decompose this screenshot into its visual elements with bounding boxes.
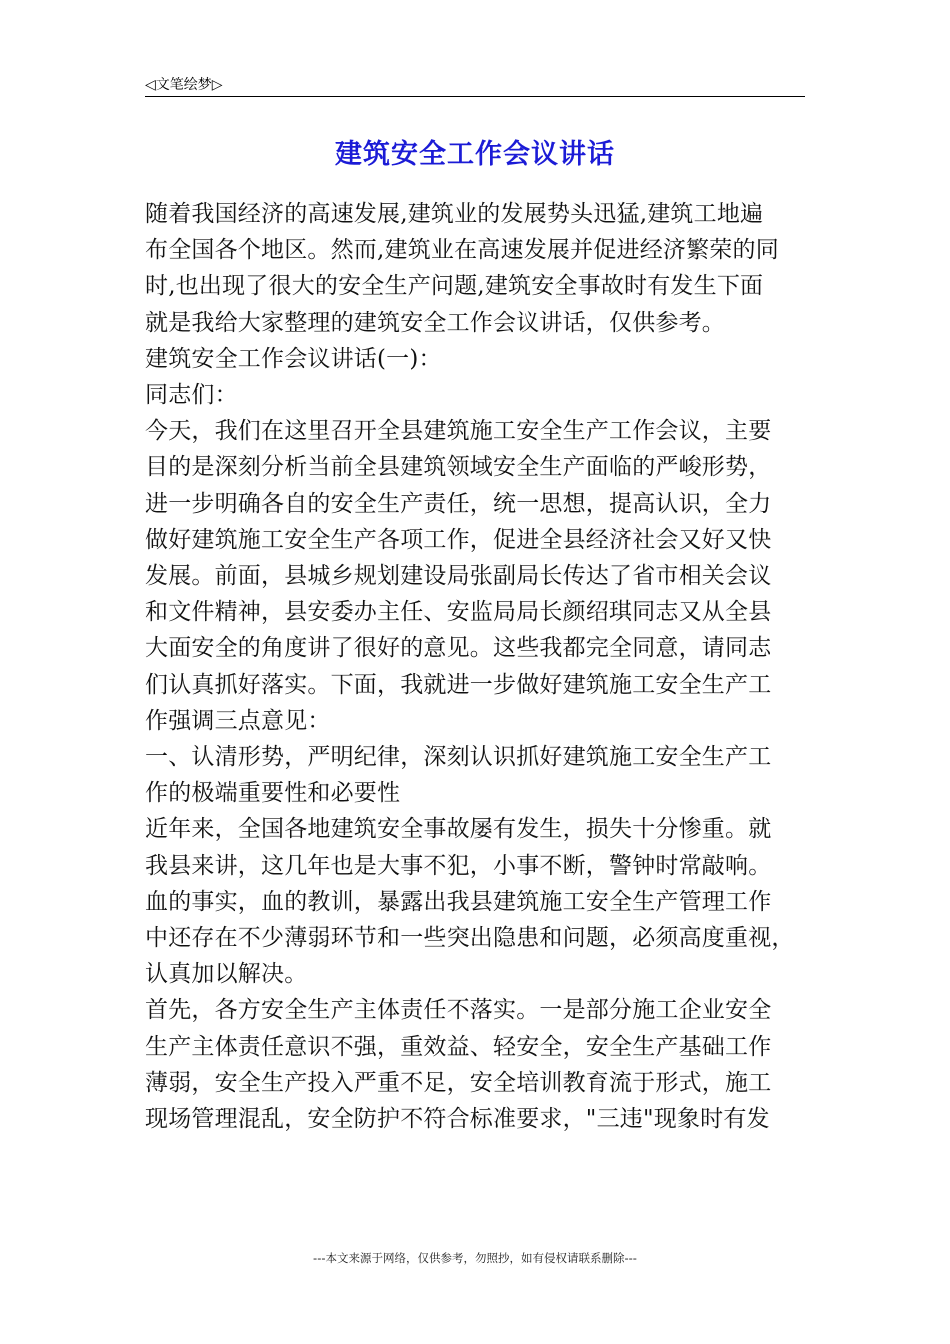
text-line: 中还存在不少薄弱环节和一些突出隐患和问题，必须高度重视， — [145, 925, 795, 952]
document-title: 建筑安全工作会议讲话 — [335, 139, 615, 170]
text-line: 建筑安全工作会议讲话(一)： — [145, 345, 442, 372]
text-line: 现场管理混乱，安全防护不符合标准要求，"三违"现象时有发 — [145, 1106, 770, 1133]
text-line: 我县来讲，这几年也是大事不犯，小事不断，警钟时常敲响。 — [145, 852, 772, 879]
text-line: 目的是深刻分析当前全县建筑领域安全生产面临的严峻形势， — [145, 454, 772, 481]
text-line: 生产主体责任意识不强，重效益、轻安全，安全生产基础工作 — [145, 1033, 772, 1060]
text-line: 做好建筑施工安全生产各项工作，促进全县经济社会又好又快 — [145, 526, 772, 553]
text-line: 作强调三点意见： — [145, 707, 331, 734]
text-line: 血的事实，血的教训，暴露出我县建筑施工安全生产管理工作 — [145, 888, 772, 915]
page-header — [145, 74, 805, 97]
text-line: 大面安全的角度讲了很好的意见。这些我都完全同意，请同志 — [145, 635, 772, 662]
text-line: 薄弱，安全生产投入严重不足，安全培训教育流于形式，施工 — [145, 1069, 772, 1096]
text-line: 布全国各个地区。然而,建筑业在高速发展并促进经济繁荣的同 — [145, 237, 779, 264]
text-line: 就是我给大家整理的建筑安全工作会议讲话，仅供参考。 — [145, 309, 725, 336]
text-line: 同志们： — [145, 382, 238, 409]
page-footer: ---本文来源于网络，仅供参考，勿照抄，如有侵权请联系删除--- — [313, 1251, 637, 1265]
text-line: 作的极端重要性和必要性 — [145, 780, 401, 807]
text-line: 进一步明确各自的安全生产责任，统一思想，提高认识，全力 — [145, 490, 772, 517]
text-line: 首先，各方安全生产主体责任不落实。一是部分施工企业安全 — [145, 997, 772, 1024]
text-line: 和文件精神，县安委办主任、安监局局长颜绍琪同志又从全县 — [145, 599, 772, 626]
document-body — [145, 196, 810, 1137]
text-line: 发展。前面，县城乡规划建设局张副局长传达了省市相关会议 — [145, 563, 772, 590]
text-line: 一、认清形势，严明纪律，深刻认识抓好建筑施工安全生产工 — [145, 744, 772, 771]
text-line: 时,也出现了很大的安全生产问题,建筑安全事故时有发生下面 — [145, 273, 764, 300]
text-line: 认真加以解决。 — [145, 961, 308, 988]
text-line: 随着我国经济的高速发展,建筑业的发展势头迅猛,建筑工地遍 — [145, 201, 764, 227]
header-brand: ◁文笔绘梦▷ — [145, 77, 223, 93]
text-line: 近年来，全国各地建筑安全事故屡有发生，损失十分惨重。就 — [145, 816, 772, 843]
text-line: 今天，我们在这里召开全县建筑施工安全生产工作会议，主要 — [145, 418, 772, 445]
text-line: 们认真抓好落实。下面，我就进一步做好建筑施工安全生产工 — [145, 671, 772, 698]
